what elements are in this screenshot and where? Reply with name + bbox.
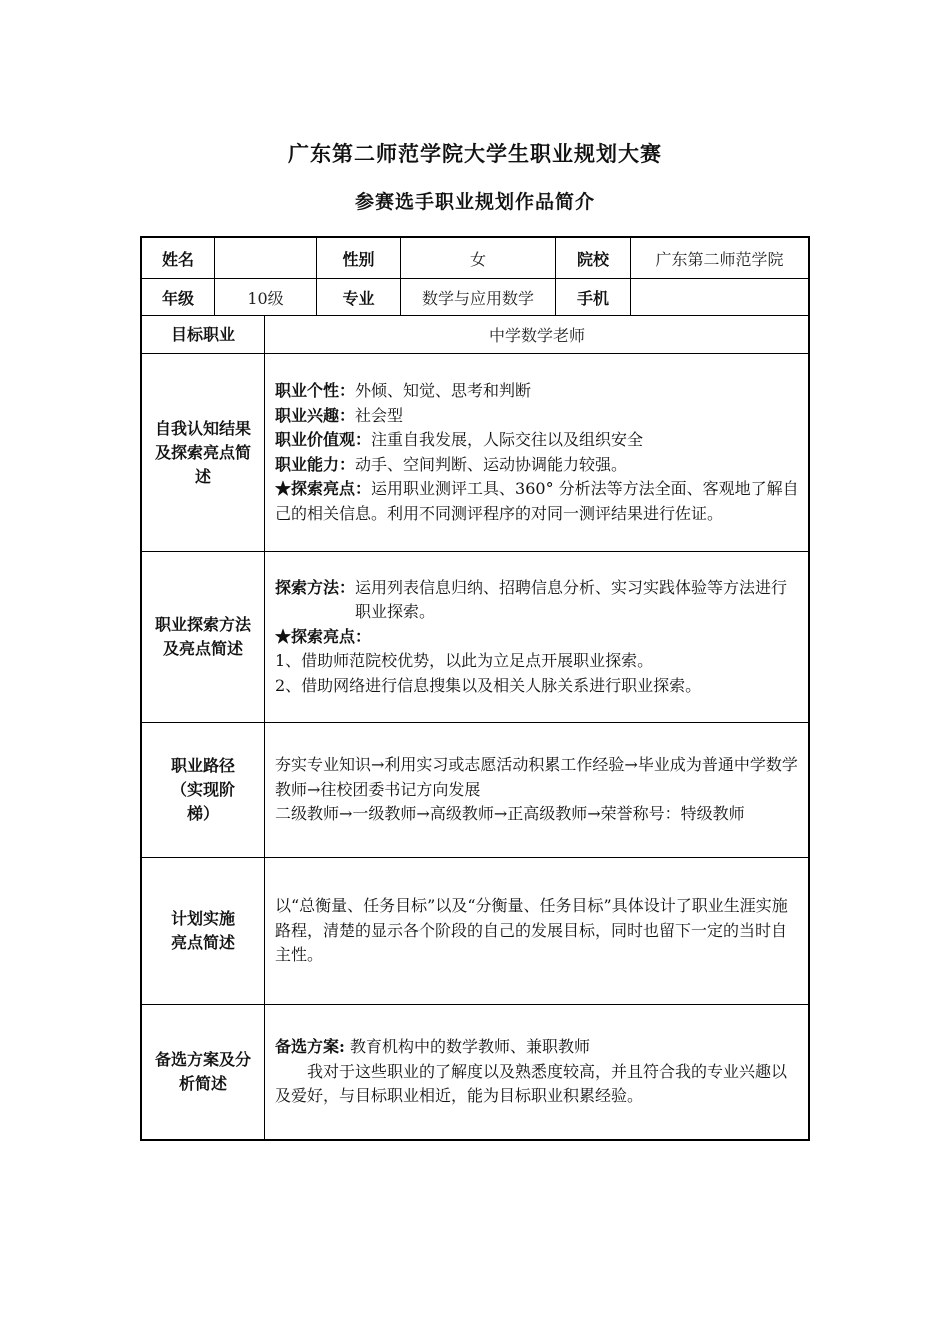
name-value <box>214 238 316 278</box>
personality-text: 外倾、知觉、思考和判断 <box>355 381 532 400</box>
career-explore-label-line1: 职业探索方法 <box>154 615 251 634</box>
explore-item-2: 2、借助网络进行信息搜集以及相关人脉关系进行职业探索。 <box>275 675 702 695</box>
explore-item-1: 1、借助师范院校优势，以此为立足点开展职业探索。 <box>275 651 654 671</box>
explore-method-key: 探索方法 <box>275 577 340 597</box>
alternative-plan-value: 教育机构中的数学教师、兼职教师 <box>350 1037 591 1057</box>
alternative-label: 备选方案及分析简述 <box>142 1005 265 1139</box>
self-awareness-label: 自我认知结果及探索亮点简述 <box>142 354 265 551</box>
school-value: 广东第二师范学院 <box>630 238 808 278</box>
target-career-value: 中学数学老师 <box>488 326 585 345</box>
major-label: 专业 <box>316 279 400 315</box>
career-explore-row <box>142 552 808 723</box>
plan-text: 以“总衡量、任务目标”以及“分衡量、任务目标”具体设计了职业生涯实施路程，清楚的显示各个阶段的自己的发展目标，同时也留下一定的当时自主性。 <box>275 896 788 965</box>
personality-key: 职业个性 <box>275 381 340 400</box>
interest-text: 社会型 <box>355 405 404 425</box>
self-highlight-key: ★探索亮点 <box>275 479 356 498</box>
gender-label: 性别 <box>316 238 400 278</box>
phone-value <box>630 279 808 315</box>
phone-label: 手机 <box>555 279 630 315</box>
ability-text: 动手、空间判断、运动协调能力较强。 <box>355 454 628 474</box>
self-highlight-text: 运用职业测评工具、360° 分析法等方法全面、客观地了解自己的相关信息。利用不同测评程序的对同一测评结果进行佐证。 <box>275 479 799 523</box>
target-career-label: 目标职业 <box>142 316 265 353</box>
explore-method: 探索方法 ： 运用列表信息归纳、招聘信息分析、实习实践体验等方法进行职业探索。 <box>275 576 800 625</box>
self-awareness-row <box>142 354 808 552</box>
values-text: 注重自我发展，人际交往以及组织安全 <box>371 430 644 449</box>
alternative-plan-key: 备选方案 <box>275 1037 340 1057</box>
name-label: 姓名 <box>161 249 194 269</box>
major-value: 数学与应用数学 <box>400 279 555 315</box>
career-explore-content: 探索方法 ： 运用列表信息归纳、招聘信息分析、实习实践体验等方法进行职业探索。 ★探索亮点： 1、借助师范院校优势，以此为立足点开展职业探索。 2、借助网络进行信息搜集以及相关人脉关系进行职业探索。 <box>266 552 808 722</box>
interest-key: 职业兴趣 <box>275 405 340 425</box>
plan-content <box>266 858 808 1004</box>
school-label: 院校 <box>555 238 630 278</box>
career-path-line-2: 二级教师→一级教师→高级教师→正高级教师→荣誉称号：特级教师 <box>275 804 745 824</box>
plan-row <box>142 858 808 1005</box>
plan-label: 计划实施亮点简述 <box>142 858 265 1004</box>
info-row-1 <box>142 238 808 279</box>
alternative-row <box>142 1005 808 1139</box>
target-career-row <box>142 316 808 354</box>
info-row-2 <box>142 279 808 316</box>
gender-value: 女 <box>400 238 555 278</box>
profile-table <box>140 236 810 1141</box>
career-path-label: 职业路径（实现阶梯） <box>142 723 265 857</box>
grade-value: 10级 <box>214 279 316 315</box>
career-path-row <box>142 723 808 858</box>
values-key: 职业价值观 <box>275 430 356 449</box>
explore-highlight-key: ★探索亮点 <box>275 626 356 646</box>
career-explore-label-line2: 及亮点简述 <box>162 639 243 658</box>
alternative-content: 备选方案: 教育机构中的数学教师、兼职教师 我对于这些职业的了解度以及熟悉度较高，并且符合我的专业兴趣以及爱好，与目标职业相近，能为目标职业积累经验。 <box>266 1005 808 1139</box>
career-path-content <box>266 723 808 857</box>
ability-key: 职业能力 <box>275 454 340 474</box>
career-path-line-1: 夯实专业知识→利用实习或志愿活动积累工作经验→毕业成为普通中学数学教师→往校团委书记方向发展 <box>275 755 798 799</box>
self-awareness-content: 职业个性：外倾、知觉、思考和判断 职业兴趣：社会型 职业价值观：注重自我发展，人际交往以及组织安全 职业能力：动手、空间判断、运动协调能力较强。 ★探索亮点：运用职业测评工具、360° 分析法等方法全面、客观地了解自己的相关信息。利用不同测评程序的对同一测评结果进行佐证。 <box>275 381 799 523</box>
document-title: 广东第二师范学院大学生职业规划大赛 <box>288 141 662 166</box>
career-explore-label <box>142 552 265 722</box>
explore-method-text: 运用列表信息归纳、招聘信息分析、实习实践体验等方法进行职业探索。 <box>355 577 788 622</box>
document-subtitle: 参赛选手职业规划作品简介 <box>354 191 595 213</box>
alternative-analysis: 我对于这些职业的了解度以及熟悉度较高，并且符合我的专业兴趣以及爱好，与目标职业相近，能为目标职业积累经验。 <box>275 1061 788 1106</box>
grade-label: 年级 <box>161 288 194 308</box>
